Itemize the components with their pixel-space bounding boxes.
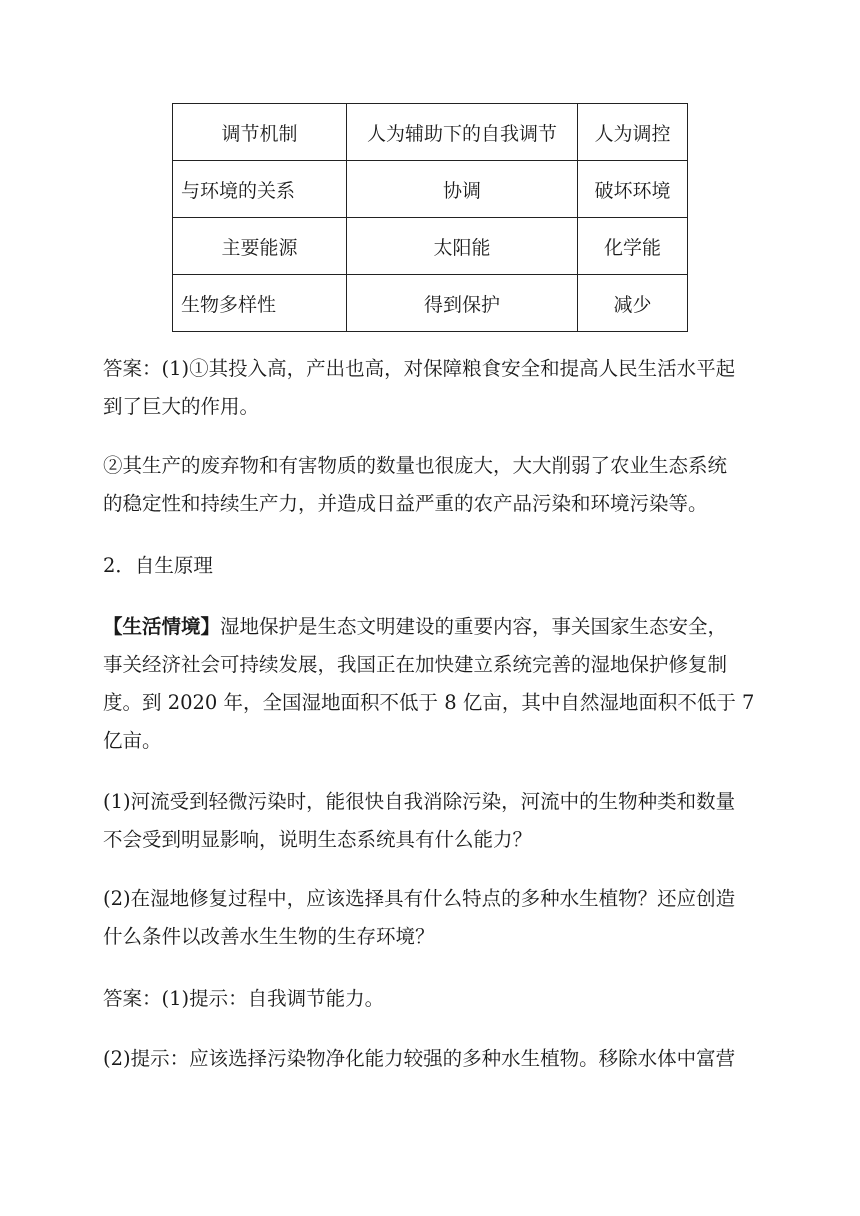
table-row bbox=[173, 104, 688, 161]
table-cell: 太阳能 bbox=[347, 218, 578, 275]
text-line: 答案：(1)提示：自我调节能力。 bbox=[103, 987, 385, 1010]
text-line: (2)在湿地修复过程中，应该选择具有什么特点的多种水生植物？还应创造 bbox=[103, 887, 736, 910]
text-line: 答案：(1)①其投入高，产出也高，对保障粮食安全和提高人民生活水平起 bbox=[103, 357, 736, 380]
text-line: 不会受到明显影响，说明生态系统具有什么能力？ bbox=[103, 828, 533, 851]
answer-q2 bbox=[103, 1040, 763, 1078]
question-2 bbox=[103, 880, 763, 956]
text-line: 事关经济社会可持续发展，我国正在加快建立系统完善的湿地保护修复制 bbox=[103, 653, 728, 676]
section-heading bbox=[103, 547, 763, 585]
table-row bbox=[173, 161, 688, 218]
table-cell: 人为辅助下的自我调节 bbox=[347, 104, 578, 161]
answer-paragraph-2 bbox=[103, 447, 763, 523]
answer-q1 bbox=[103, 980, 763, 1018]
text-line: (2)提示：应该选择污染物净化能力较强的多种水生植物。移除水体中富营 bbox=[103, 1047, 736, 1070]
table-row bbox=[173, 275, 688, 332]
comparison-table bbox=[172, 103, 688, 332]
text-line: ②其生产的废弃物和有害物质的数量也很庞大，大大削弱了农业生态系统 bbox=[103, 454, 728, 477]
table-cell: 破坏环境 bbox=[578, 161, 688, 218]
table-cell: 人为调控 bbox=[578, 104, 688, 161]
table-cell: 与环境的关系 bbox=[173, 161, 347, 218]
text-line: 的稳定性和持续生产力，并造成日益严重的农产品污染和环境污染等。 bbox=[103, 492, 708, 515]
table-cell: 化学能 bbox=[578, 218, 688, 275]
text-line: 亿亩。 bbox=[103, 729, 162, 752]
table-cell: 得到保护 bbox=[347, 275, 578, 332]
question-1 bbox=[103, 783, 763, 859]
text-line bbox=[103, 608, 763, 646]
table-cell: 调节机制 bbox=[173, 104, 347, 161]
table-cell: 协调 bbox=[347, 161, 578, 218]
text-line: 什么条件以改善水生生物的生存环境？ bbox=[103, 925, 435, 948]
text-line: 到了巨大的作用。 bbox=[103, 395, 260, 418]
table-cell: 减少 bbox=[578, 275, 688, 332]
answer-paragraph-1 bbox=[103, 350, 763, 426]
context-text: 湿地保护是生态文明建设的重要内容，事关国家生态安全， bbox=[220, 615, 728, 638]
text-line: (1)河流受到轻微污染时，能很快自我消除污染，河流中的生物种类和数量 bbox=[103, 790, 736, 813]
text-line: 度。到 2020 年，全国湿地面积不低于 8 亿亩，其中自然湿地面积不低于 7 bbox=[103, 691, 755, 714]
table-cell: 主要能源 bbox=[173, 218, 347, 275]
table-cell: 生物多样性 bbox=[173, 275, 347, 332]
context-paragraph bbox=[103, 608, 763, 760]
text-line: 2．自生原理 bbox=[103, 554, 213, 577]
context-label: 【生活情境】 bbox=[103, 615, 221, 638]
table-row bbox=[173, 218, 688, 275]
